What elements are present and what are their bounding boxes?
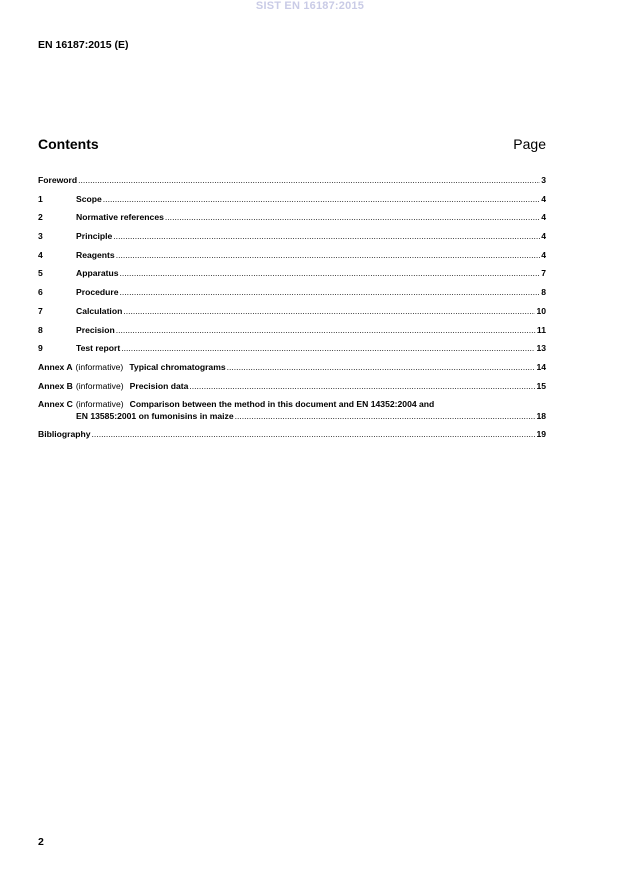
toc-entry-title: Normative references: [76, 212, 164, 223]
toc-entry-clause[interactable]: [38, 325, 546, 344]
toc-entry-number: 5: [38, 268, 43, 279]
toc-entry-page: 7: [541, 268, 546, 279]
toc-entry-page: 3: [541, 175, 546, 185]
toc-entry-title: Precision: [76, 324, 115, 335]
toc-entry-title-line2: EN 13585:2001 on fumonisins in maize: [76, 410, 234, 421]
toc-leader-dots: [113, 231, 540, 241]
toc-annex-note: (informative): [75, 380, 124, 391]
toc-entry-page: 4: [541, 193, 546, 204]
watermark: SIST EN 16187:2015: [255, 0, 365, 12]
toc-leader-dots: [103, 194, 540, 204]
toc-annex-c-line2: [38, 411, 546, 430]
toc-entry-annex-b[interactable]: [38, 381, 546, 400]
toc-entry-page: 18: [536, 410, 546, 421]
toc-entry-number: 7: [38, 305, 43, 316]
contents-header: [38, 136, 546, 154]
toc-entry-clause[interactable]: [38, 231, 546, 250]
toc-entry-clause[interactable]: [38, 194, 546, 213]
toc-leader-dots: [78, 175, 540, 185]
toc-entry-bibliography[interactable]: [38, 429, 546, 448]
toc-entry-page: 19: [536, 429, 546, 440]
toc-entry-annex-c[interactable]: [38, 399, 546, 429]
toc-entry-title: Apparatus: [76, 268, 119, 279]
toc-leader-dots: [165, 212, 540, 222]
toc-leader-dots: [116, 325, 536, 335]
toc-entry-number: 6: [38, 287, 43, 298]
toc-entry-title-line1: Comparison between the method in this document and EN 14352:2004 and: [129, 399, 435, 410]
toc-leader-dots: [227, 362, 536, 372]
toc-leader-dots: [123, 306, 535, 316]
toc-entry-number: 9: [38, 343, 43, 354]
toc-entry-page: 8: [541, 287, 546, 298]
toc-entry-page: 4: [541, 212, 546, 223]
toc-entry-foreword[interactable]: [38, 175, 546, 194]
toc-entry-title: Foreword: [38, 175, 78, 185]
toc-entry-clause[interactable]: [38, 212, 546, 231]
toc-entry-page: 11: [536, 324, 546, 335]
table-of-contents: [38, 175, 546, 448]
page-column-label: Page: [513, 136, 546, 152]
toc-entry-page: 10: [536, 305, 546, 316]
toc-annex-c-line1: [38, 399, 546, 411]
toc-entry-title: Typical chromatograms: [129, 361, 226, 372]
toc-entry-title: Bibliography: [38, 429, 91, 440]
toc-entry-page: 4: [541, 231, 546, 242]
toc-entry-title: Scope: [76, 193, 102, 204]
toc-entry-page: 4: [541, 249, 546, 260]
toc-annex-label: Annex B: [38, 380, 73, 391]
toc-entry-title: Procedure: [76, 287, 119, 298]
toc-entry-clause[interactable]: [38, 287, 546, 306]
toc-annex-label: Annex C: [38, 399, 73, 410]
toc-entry-clause[interactable]: [38, 250, 546, 269]
toc-annex-note: (informative): [75, 399, 124, 410]
toc-entry-clause[interactable]: [38, 343, 546, 362]
toc-entry-clause[interactable]: [38, 268, 546, 287]
toc-leader-dots: [121, 343, 535, 353]
toc-entry-number: 3: [38, 231, 43, 242]
toc-leader-dots: [116, 250, 541, 260]
toc-annex-label: Annex A: [38, 361, 73, 372]
toc-leader-dots: [235, 411, 536, 421]
toc-entry-title: Precision data: [129, 380, 189, 391]
document-id: EN 16187:2015 (E): [38, 39, 129, 51]
toc-entry-page: 15: [536, 380, 546, 391]
toc-leader-dots: [189, 381, 535, 391]
toc-entry-number: 1: [38, 193, 43, 204]
toc-entry-page: 14: [536, 361, 546, 372]
toc-entry-title: Reagents: [76, 249, 115, 260]
toc-entry-title: Test report: [76, 343, 121, 354]
toc-leader-dots: [92, 429, 536, 439]
toc-annex-note: (informative): [75, 361, 124, 372]
toc-leader-dots: [120, 268, 541, 278]
toc-entry-title: Calculation: [76, 305, 123, 316]
toc-entry-number: 4: [38, 249, 43, 260]
toc-entry-clause[interactable]: [38, 306, 546, 325]
toc-entry-annex-a[interactable]: [38, 362, 546, 381]
contents-title: Contents: [38, 136, 99, 152]
page-number: 2: [38, 836, 44, 848]
toc-entry-number: 8: [38, 324, 43, 335]
toc-entry-title: Principle: [76, 231, 113, 242]
toc-entry-page: 13: [536, 343, 546, 354]
toc-entry-number: 2: [38, 212, 43, 223]
toc-leader-dots: [120, 287, 541, 297]
